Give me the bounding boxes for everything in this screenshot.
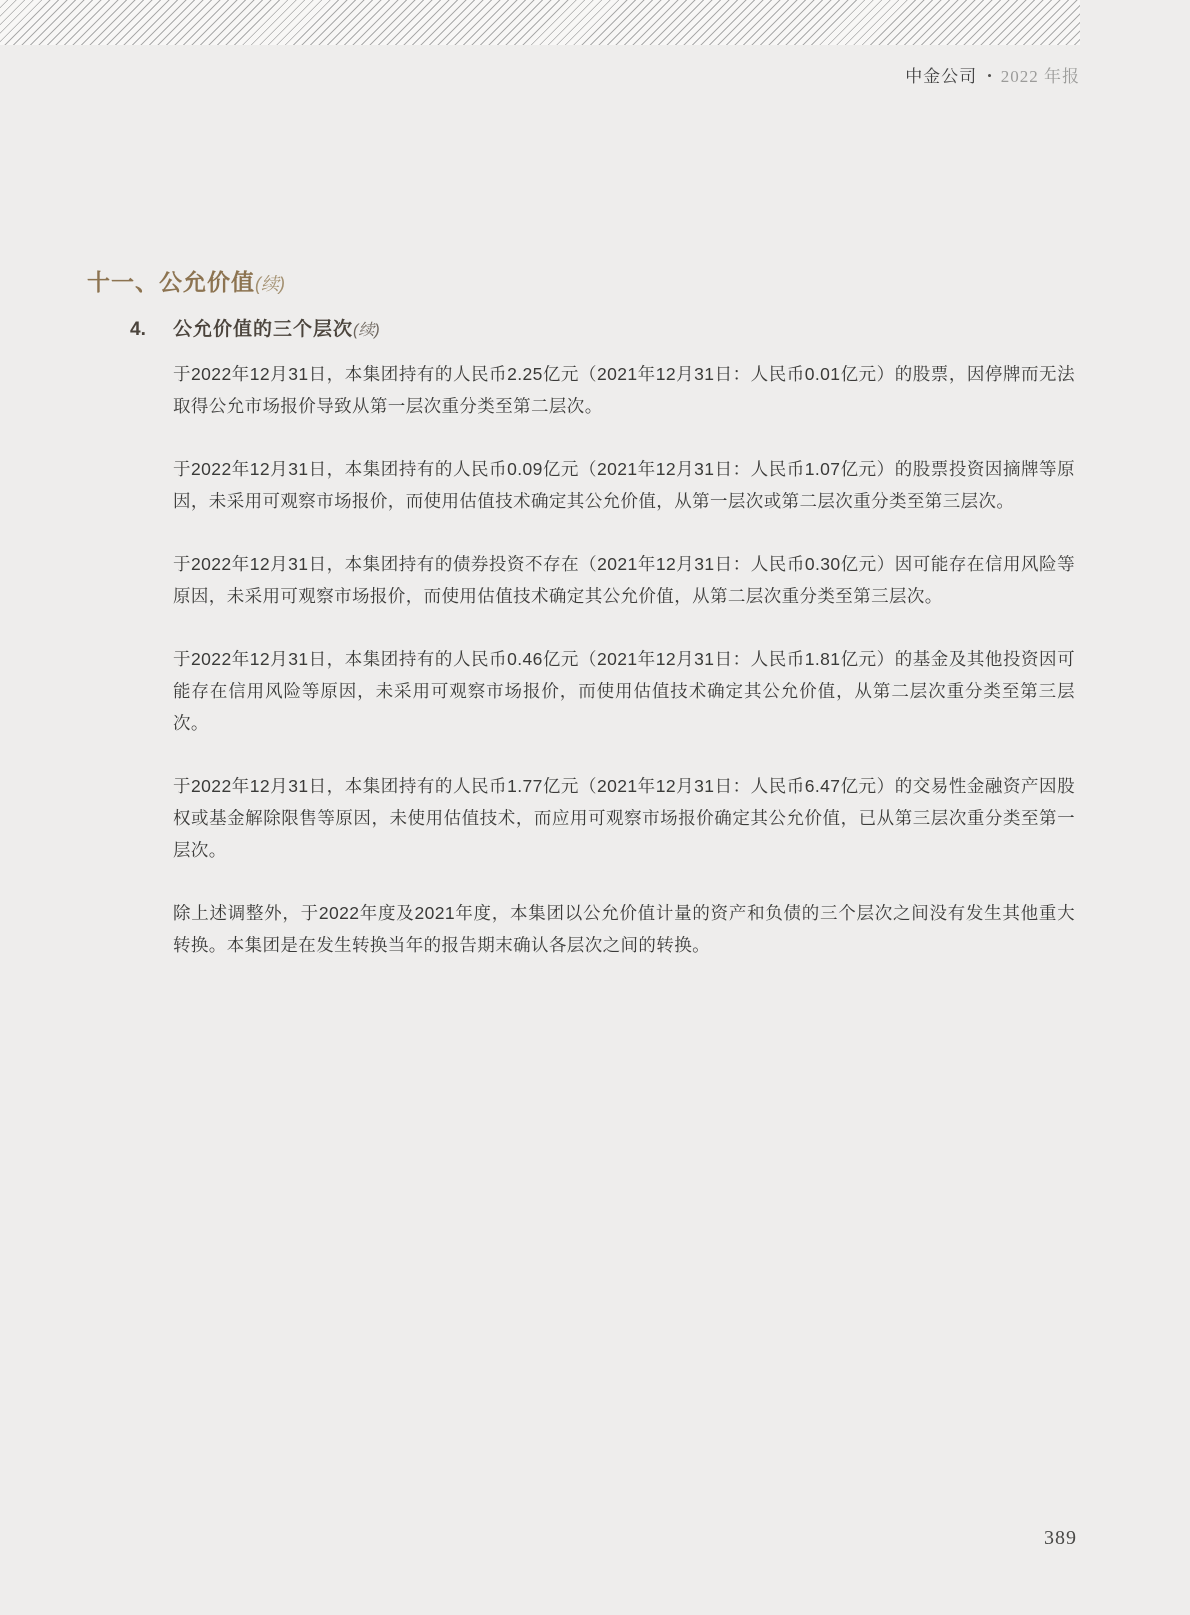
paragraph-reclass-equity-to-level3: 于2022年12月31日，本集团持有的人民币0.09亿元（2021年12月31日：人民币1.07亿元）的股票投资因摘牌等原因，未采用可观察市场报价，而使用估值技术确定其公允价值，从第一层次或第二层次重分类至第三层次。 [173,459,1075,511]
section-title-continued-mark: (续) [255,274,285,294]
paragraph-reclass-level1-to-level2: 于2022年12月31日，本集团持有的人民币2.25亿元（2021年12月31日：人民币0.01亿元）的股票，因停牌而无法取得公允市场报价导致从第一层次重分类至第二层次。 [173,364,1075,416]
section-title [87,264,285,297]
subsection-index: 4. [130,319,146,340]
page-header [905,62,1080,87]
hatch-pattern-band [0,0,1080,45]
subsection-continued-mark: (续) [353,322,380,339]
paragraph-reclass-funds-to-level3: 于2022年12月31日，本集团持有的人民币0.46亿元（2021年12月31日：人民币1.81亿元）的基金及其他投资因可能存在信用风险等原因，未采用可观察市场报价，而使用估值技术确定其公允价值，从第二层次重分类至第三层次。 [173,649,1075,733]
subsection-title [130,314,380,341]
header-report-edition: 2022 年报 [1000,67,1080,86]
header-bullet-separator: • [987,68,993,83]
document-body [173,358,1075,992]
header-company-name: 中金公司 [905,67,978,86]
section-title-text: 十一、公允价值 [87,269,255,295]
paragraph-reclass-bonds-to-level3: 于2022年12月31日，本集团持有的债券投资不存在（2021年12月31日：人民币0.30亿元）因可能存在信用风险等原因，未采用可观察市场报价，而使用估值技术确定其公允价值，从第二层次重分类至第三层次。 [173,554,1075,606]
subsection-title-text: 公允价值的三个层次 [173,319,354,340]
paragraph-no-other-transfers: 除上述调整外，于2022年度及2021年度，本集团以公允价值计量的资产和负债的三个层次之间没有发生其他重大转换。本集团是在发生转换当年的报告期末确认各层次之间的转换。 [173,903,1075,955]
page-number: 389 [1044,1527,1077,1549]
paragraph-reclass-level3-to-level1: 于2022年12月31日，本集团持有的人民币1.77亿元（2021年12月31日：人民币6.47亿元）的交易性金融资产因股权或基金解除限售等原因，未使用估值技术，而应用可观察市场报价确定其公允价值，已从第三层次重分类至第一层次。 [173,776,1075,860]
